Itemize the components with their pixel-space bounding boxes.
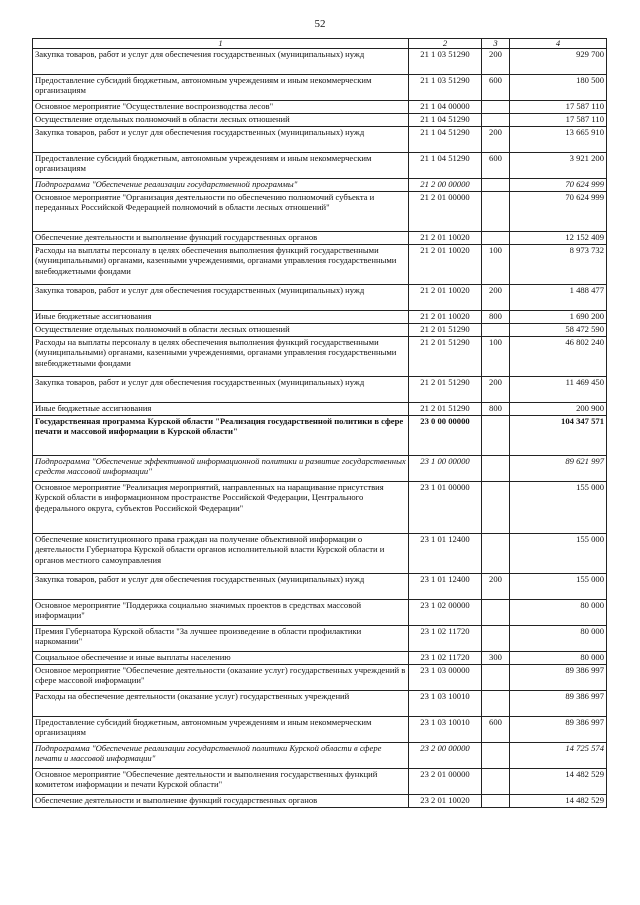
table-row: [33, 574, 607, 600]
cell-code: 23 1 03 00000: [409, 665, 482, 691]
cell-type: [482, 101, 510, 114]
cell-type: 200: [482, 49, 510, 75]
cell-name: Социальное обеспечение и иные выплаты населению: [33, 652, 409, 665]
table-row: [33, 691, 607, 717]
cell-sum: 89 621 997: [510, 456, 607, 482]
cell-type: [482, 179, 510, 192]
cell-sum: 80 000: [510, 652, 607, 665]
table-row: [33, 743, 607, 769]
cell-type: 200: [482, 377, 510, 403]
page-number: 52: [314, 18, 326, 30]
cell-sum: 929 700: [510, 49, 607, 75]
table-row: [33, 127, 607, 153]
cell-code: 21 1 04 00000: [409, 101, 482, 114]
table-row: [33, 311, 607, 324]
cell-sum: 89 386 997: [510, 691, 607, 717]
column-header-type: 3: [482, 39, 510, 49]
cell-code: 23 1 01 12400: [409, 534, 482, 574]
cell-name: Подпрограмма "Обеспечение эффективной информационной политики и развитие государственных средств массовой информации": [33, 456, 409, 482]
cell-name: Закупка товаров, работ и услуг для обеспечения государственных (муниципальных) нужд: [33, 377, 409, 403]
cell-name: Осуществление отдельных полномочий в области лесных отношений: [33, 324, 409, 337]
cell-name: Предоставление субсидий бюджетным, автономным учреждениям и иным некоммерческим организациям: [33, 153, 409, 179]
cell-sum: 70 624 999: [510, 192, 607, 232]
cell-code: 21 1 04 51290: [409, 127, 482, 153]
cell-name: Закупка товаров, работ и услуг для обеспечения государственных (муниципальных) нужд: [33, 127, 409, 153]
cell-type: [482, 416, 510, 456]
table-row: [33, 534, 607, 574]
cell-type: [482, 769, 510, 795]
cell-code: 23 2 01 10020: [409, 795, 482, 808]
cell-code: 23 1 03 10010: [409, 717, 482, 743]
cell-name: Обеспечение конституционного права граждан на получение объективной информации о деятельности Губернатора Курской области органов исполнительной власти Курской области и органов местного самоуправления: [33, 534, 409, 574]
cell-type: 200: [482, 574, 510, 600]
cell-name: Основное мероприятие "Обеспечение деятельности (оказание услуг) государственных учреждений в сфере массовой информации": [33, 665, 409, 691]
cell-name: Расходы на выплаты персоналу в целях обеспечения выполнения функций государственными (муниципальными) органами, казенными учреждениями, органами управления государственными внебюджетными фондами: [33, 337, 409, 377]
cell-name: Предоставление субсидий бюджетным, автономным учреждениям и иным некоммерческим организациям: [33, 75, 409, 101]
table-body: [33, 49, 607, 808]
cell-sum: 155 000: [510, 482, 607, 534]
cell-type: [482, 534, 510, 574]
cell-type: [482, 743, 510, 769]
cell-sum: 3 921 200: [510, 153, 607, 179]
cell-code: 21 1 03 51290: [409, 49, 482, 75]
cell-sum: 17 587 110: [510, 114, 607, 127]
cell-name: Расходы на обеспечение деятельности (оказание услуг) государственных учреждений: [33, 691, 409, 717]
table-row: [33, 456, 607, 482]
cell-type: 100: [482, 337, 510, 377]
table-row: [33, 626, 607, 652]
cell-sum: 46 802 240: [510, 337, 607, 377]
cell-code: 23 1 02 00000: [409, 600, 482, 626]
cell-code: 23 1 01 12400: [409, 574, 482, 600]
cell-type: [482, 114, 510, 127]
cell-sum: 14 482 529: [510, 795, 607, 808]
cell-sum: 80 000: [510, 626, 607, 652]
cell-sum: 12 152 409: [510, 232, 607, 245]
cell-type: [482, 324, 510, 337]
cell-name: Обеспечение деятельности и выполнение функций государственных органов: [33, 795, 409, 808]
table-row: [33, 795, 607, 808]
table-row: [33, 179, 607, 192]
cell-name: Основное мероприятие "Осуществление воспроизводства лесов": [33, 101, 409, 114]
cell-code: 23 1 02 11720: [409, 652, 482, 665]
cell-name: Основное мероприятие "Реализация мероприятий, направленных на наращивание присутствия Курской области в информационном пространстве Российской Федерации, Центрального федерального округа, субъектов Российской Федерации": [33, 482, 409, 534]
table-row: [33, 416, 607, 456]
cell-sum: 1 488 477: [510, 285, 607, 311]
cell-type: 200: [482, 127, 510, 153]
cell-name: Подпрограмма "Обеспечение реализации государственной политики Курской области в сфере печати и массовой информации": [33, 743, 409, 769]
cell-name: Закупка товаров, работ и услуг для обеспечения государственных (муниципальных) нужд: [33, 574, 409, 600]
cell-name: Иные бюджетные ассигнования: [33, 311, 409, 324]
column-header-sum: 4: [510, 39, 607, 49]
cell-code: 21 2 01 51290: [409, 324, 482, 337]
cell-type: 300: [482, 652, 510, 665]
cell-type: [482, 665, 510, 691]
column-header-code: 2: [409, 39, 482, 49]
cell-name: Обеспечение деятельности и выполнение функций государственных органов: [33, 232, 409, 245]
cell-code: 23 1 03 10010: [409, 691, 482, 717]
cell-code: 21 2 01 10020: [409, 311, 482, 324]
cell-name: Подпрограмма "Обеспечение реализации государственной программы": [33, 179, 409, 192]
cell-sum: 17 587 110: [510, 101, 607, 114]
cell-sum: 14 725 574: [510, 743, 607, 769]
cell-sum: 14 482 529: [510, 769, 607, 795]
cell-code: 23 2 01 00000: [409, 769, 482, 795]
cell-sum: 1 690 200: [510, 311, 607, 324]
cell-type: 200: [482, 285, 510, 311]
cell-type: 800: [482, 403, 510, 416]
cell-sum: 155 000: [510, 534, 607, 574]
column-header-name: 1: [33, 39, 409, 49]
cell-name: Закупка товаров, работ и услуг для обеспечения государственных (муниципальных) нужд: [33, 285, 409, 311]
table-row: [33, 101, 607, 114]
table-row: [33, 600, 607, 626]
cell-code: 21 2 01 51290: [409, 403, 482, 416]
cell-sum: 70 624 999: [510, 179, 607, 192]
cell-type: [482, 192, 510, 232]
cell-code: 21 2 01 51290: [409, 377, 482, 403]
cell-code: 21 1 03 51290: [409, 75, 482, 101]
table-row: [33, 192, 607, 232]
cell-name: Основное мероприятие "Организация деятельности по обеспечению полномочий субъекта и переданных Российской Федерацией полномочий в области лесных отношений": [33, 192, 409, 232]
cell-code: 23 1 02 11720: [409, 626, 482, 652]
cell-name: Основное мероприятие "Поддержка социально значимых проектов в средствах массовой информации": [33, 600, 409, 626]
table-row: [33, 75, 607, 101]
table-row: [33, 324, 607, 337]
table-row: [33, 49, 607, 75]
cell-name: Государственная программа Курской области "Реализация государственной политики в сфере печати и массовой информации в Курской области": [33, 416, 409, 456]
cell-sum: 8 973 732: [510, 245, 607, 285]
cell-code: 23 1 01 00000: [409, 482, 482, 534]
cell-sum: 58 472 590: [510, 324, 607, 337]
cell-sum: 200 900: [510, 403, 607, 416]
cell-name: Основное мероприятие "Обеспечение деятельности и выполнения государственных функций комитетом информации и печати Курской области": [33, 769, 409, 795]
cell-sum: 89 386 997: [510, 717, 607, 743]
table-row: [33, 337, 607, 377]
cell-name: Иные бюджетные ассигнования: [33, 403, 409, 416]
budget-table: [32, 38, 607, 808]
cell-type: 600: [482, 717, 510, 743]
cell-code: 21 1 04 51290: [409, 114, 482, 127]
cell-type: [482, 232, 510, 245]
cell-sum: 89 386 997: [510, 665, 607, 691]
cell-name: Премия Губернатора Курской области "За лучшее произведение в области профилактики наркомании": [33, 626, 409, 652]
cell-code: 23 1 00 00000: [409, 456, 482, 482]
cell-type: [482, 456, 510, 482]
cell-type: [482, 626, 510, 652]
cell-code: 21 2 01 10020: [409, 285, 482, 311]
cell-code: 21 2 01 00000: [409, 192, 482, 232]
cell-type: [482, 795, 510, 808]
cell-sum: 11 469 450: [510, 377, 607, 403]
cell-name: Расходы на выплаты персоналу в целях обеспечения выполнения функций государственными (муниципальными) органами, казенными учреждениями, органами управления государственными внебюджетными фондами: [33, 245, 409, 285]
cell-sum: 155 000: [510, 574, 607, 600]
table-row: [33, 665, 607, 691]
cell-sum: 180 500: [510, 75, 607, 101]
table-row: [33, 153, 607, 179]
cell-type: 600: [482, 75, 510, 101]
cell-code: 21 1 04 51290: [409, 153, 482, 179]
cell-code: 21 2 01 10020: [409, 232, 482, 245]
cell-type: [482, 482, 510, 534]
cell-name: Закупка товаров, работ и услуг для обеспечения государственных (муниципальных) нужд: [33, 49, 409, 75]
cell-code: 21 2 01 10020: [409, 245, 482, 285]
table-row: [33, 717, 607, 743]
cell-code: 21 2 00 00000: [409, 179, 482, 192]
cell-type: 600: [482, 153, 510, 179]
cell-sum: 13 665 910: [510, 127, 607, 153]
cell-name: Предоставление субсидий бюджетным, автономным учреждениям и иным некоммерческим организациям: [33, 717, 409, 743]
table-row: [33, 232, 607, 245]
cell-code: 21 2 01 51290: [409, 337, 482, 377]
table-row: [33, 285, 607, 311]
cell-name: Осуществление отдельных полномочий в области лесных отношений: [33, 114, 409, 127]
table-row: [33, 377, 607, 403]
table-row: [33, 769, 607, 795]
cell-code: 23 2 00 00000: [409, 743, 482, 769]
table-row: [33, 403, 607, 416]
cell-code: 23 0 00 00000: [409, 416, 482, 456]
table-row: [33, 114, 607, 127]
table-row: [33, 482, 607, 534]
table-row: [33, 245, 607, 285]
cell-type: [482, 600, 510, 626]
cell-type: 100: [482, 245, 510, 285]
cell-type: 800: [482, 311, 510, 324]
cell-sum: 104 347 571: [510, 416, 607, 456]
header-row: [33, 39, 607, 49]
cell-sum: 80 000: [510, 600, 607, 626]
table-row: [33, 652, 607, 665]
cell-type: [482, 691, 510, 717]
